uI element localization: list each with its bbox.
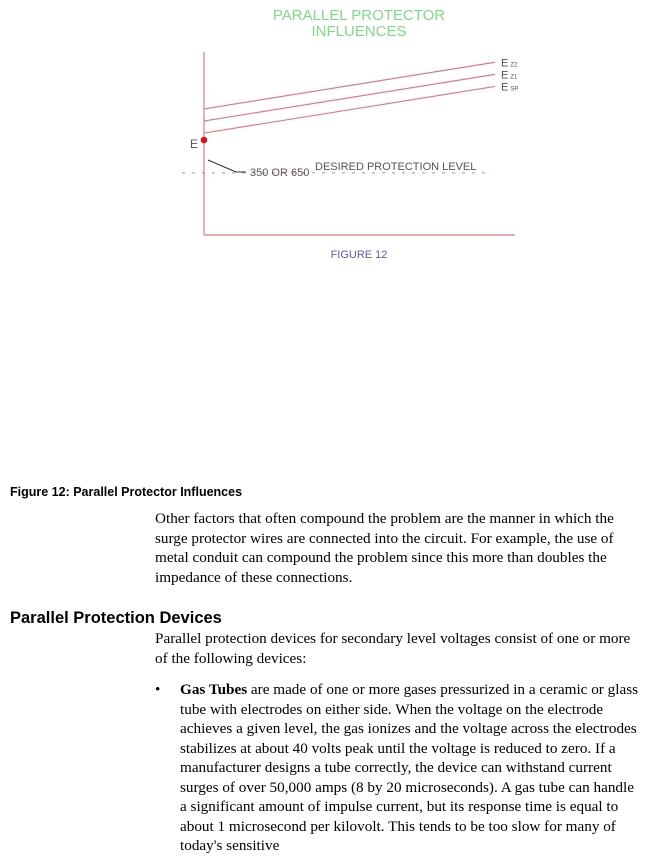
series-label-z2: E Z2 xyxy=(501,57,518,70)
figure-label: FIGURE 12 xyxy=(330,249,388,261)
section-heading: Parallel Protection Devices xyxy=(10,609,222,627)
bullet-icon: • xyxy=(155,681,161,698)
marker-point xyxy=(201,137,208,144)
marker-label: 350 OR 650 xyxy=(250,167,310,179)
gas-tubes-description: are made of one or more gases pressurized in a ceramic or glass tube with electrodes on either side. When the voltage on the electrode achieves a given level, the gas ionizes and the voltage across the electrodes stabilizes at about 40 volts peak until the voltage is reduced to zero. If a manufacturer designs a tube correctly, the device can withstand current surges of over 50,000 amps (8 by 20 microseconds). A gas tube can handle a significant amount of impulse current, but its response time is equal to about 1 microsecond per kilovolt. This tends to be too slow for many of today's sensitive xyxy=(180,681,639,854)
series-line-z1 xyxy=(204,74,495,121)
figure-title-line1: PARALLEL PROTECTOR xyxy=(272,7,446,24)
figure-caption: Figure 12: Parallel Protector Influences xyxy=(10,485,243,499)
paragraph-intro-devices: Parallel protection devices for secondary level voltages consist of one or more of the following devices: xyxy=(155,630,631,667)
series-line-z2 xyxy=(204,62,495,109)
device-list xyxy=(155,680,640,856)
series-label-sp: E SP xyxy=(501,81,519,94)
marker-leader-line xyxy=(208,160,236,172)
series-label-z1: E Z1 xyxy=(501,69,518,82)
figure-title-line2: INFLUENCES xyxy=(311,23,407,40)
desired-protection-level-label: DESIRED PROTECTION LEVEL xyxy=(315,160,477,173)
term-gas-tubes: Gas Tubes xyxy=(180,681,248,698)
series-group xyxy=(204,57,518,133)
paragraph-wiring-factors: Other factors that often compound the problem are the manner in which the surge protector wires are connected into the circuit. For example, the use of metal conduit can compound the problem since this more than doubles the impedance of these connections. xyxy=(155,510,614,586)
y-axis-label: E xyxy=(190,137,199,151)
series-line-sp xyxy=(204,86,495,133)
list-item-gas-tubes xyxy=(155,680,640,856)
figure-12-diagram xyxy=(0,0,650,270)
